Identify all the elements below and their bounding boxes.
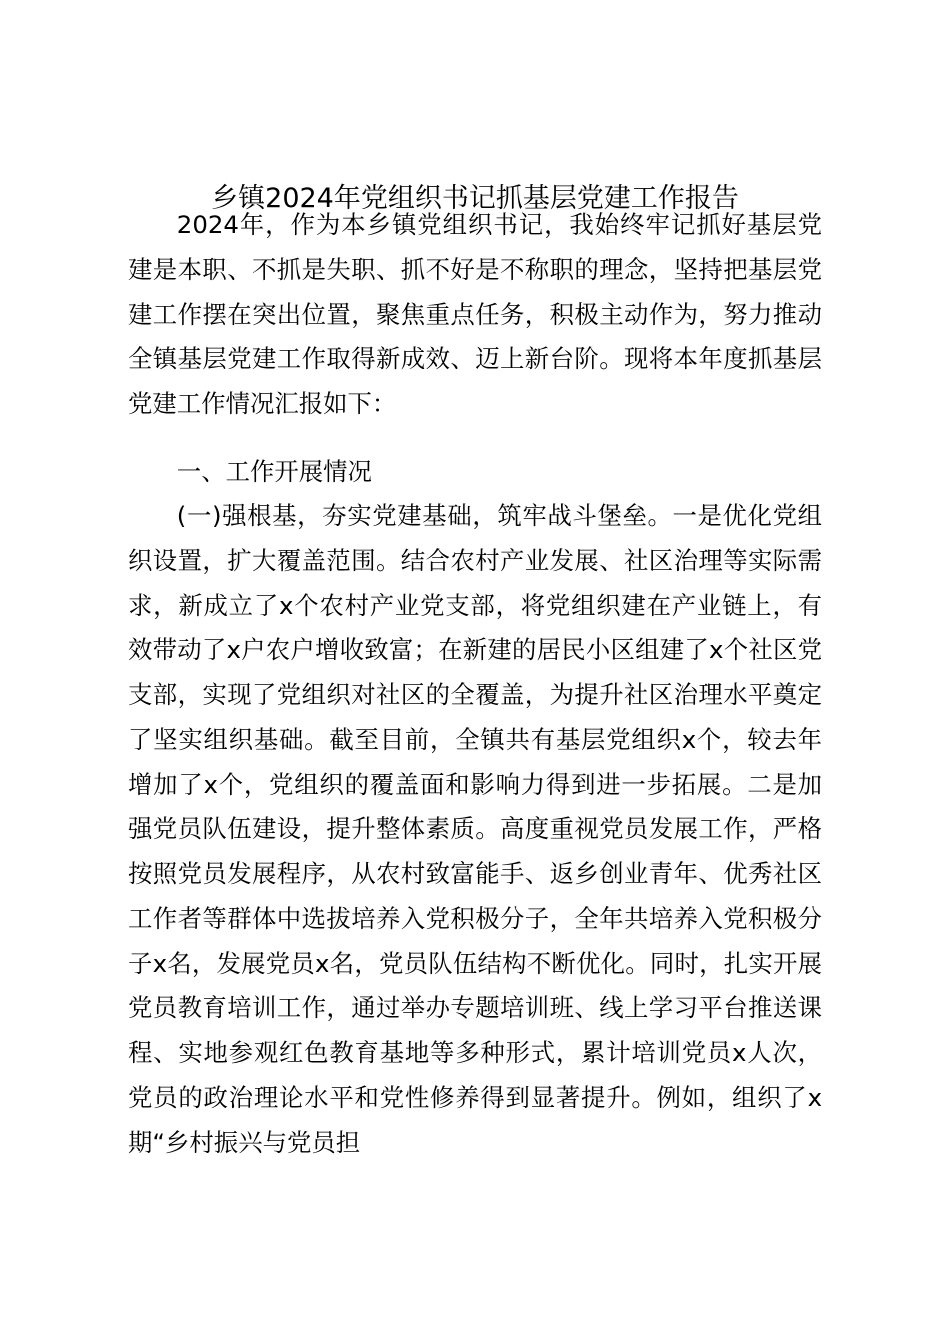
intro-paragraph: 2024年，作为本乡镇党组织书记，我始终牢记抓好基层党建是本职、不抓是失职、抓不好是不称职的理念，坚持把基层党建工作摆在突出位置，聚焦重点任务，积极主动作为，努力推动全镇基层党建工作取得新成效、迈上新台阶。现将本年度抓基层党建工作情况汇报如下： [128,210,822,418]
section-heading-block [128,450,822,495]
section-heading: 一、工作开展情况 [176,457,372,486]
intro-paragraph-block [128,203,822,427]
section-1-paragraph: (一)强根基，夯实党建基础，筑牢战斗堡垒。一是优化党组织设置，扩大覆盖范围。结合农村产业发展、社区治理等实际需求，新成立了x个农村产业党支部，将党组织建在产业链上，有效带动了x户农户增收致富；在新建的居民小区组建了x个社区党支部，实现了党组织对社区的全覆盖，为提升社区治理水平奠定了坚实组织基础。截至目前，全镇共有基层党组织x个，较去年增加了x个，党组织的覆盖面和影响力得到进一步拓展。二是加强党员队伍建设，提升整体素质。高度重视党员发展工作，严格按照党员发展程序，从农村致富能手、返乡创业青年、优秀社区工作者等群体中选拔培养入党积极分子，全年共培养入党积极分子x名，发展党员x名，党员队伍结构不断优化。同时，扎实开展党员教育培训工作，通过举办专题培训班、线上学习平台推送课程、实地参观红色教育基地等多种形式，累计培训党员x人次，党员的政治理论水平和党性修养得到显著提升。例如，组织了x期“乡村振兴与党员担 [128,501,822,1157]
document-title: 乡镇2024年党组织书记抓基层党建工作报告 [211,183,739,214]
section-1-block [128,494,822,1165]
